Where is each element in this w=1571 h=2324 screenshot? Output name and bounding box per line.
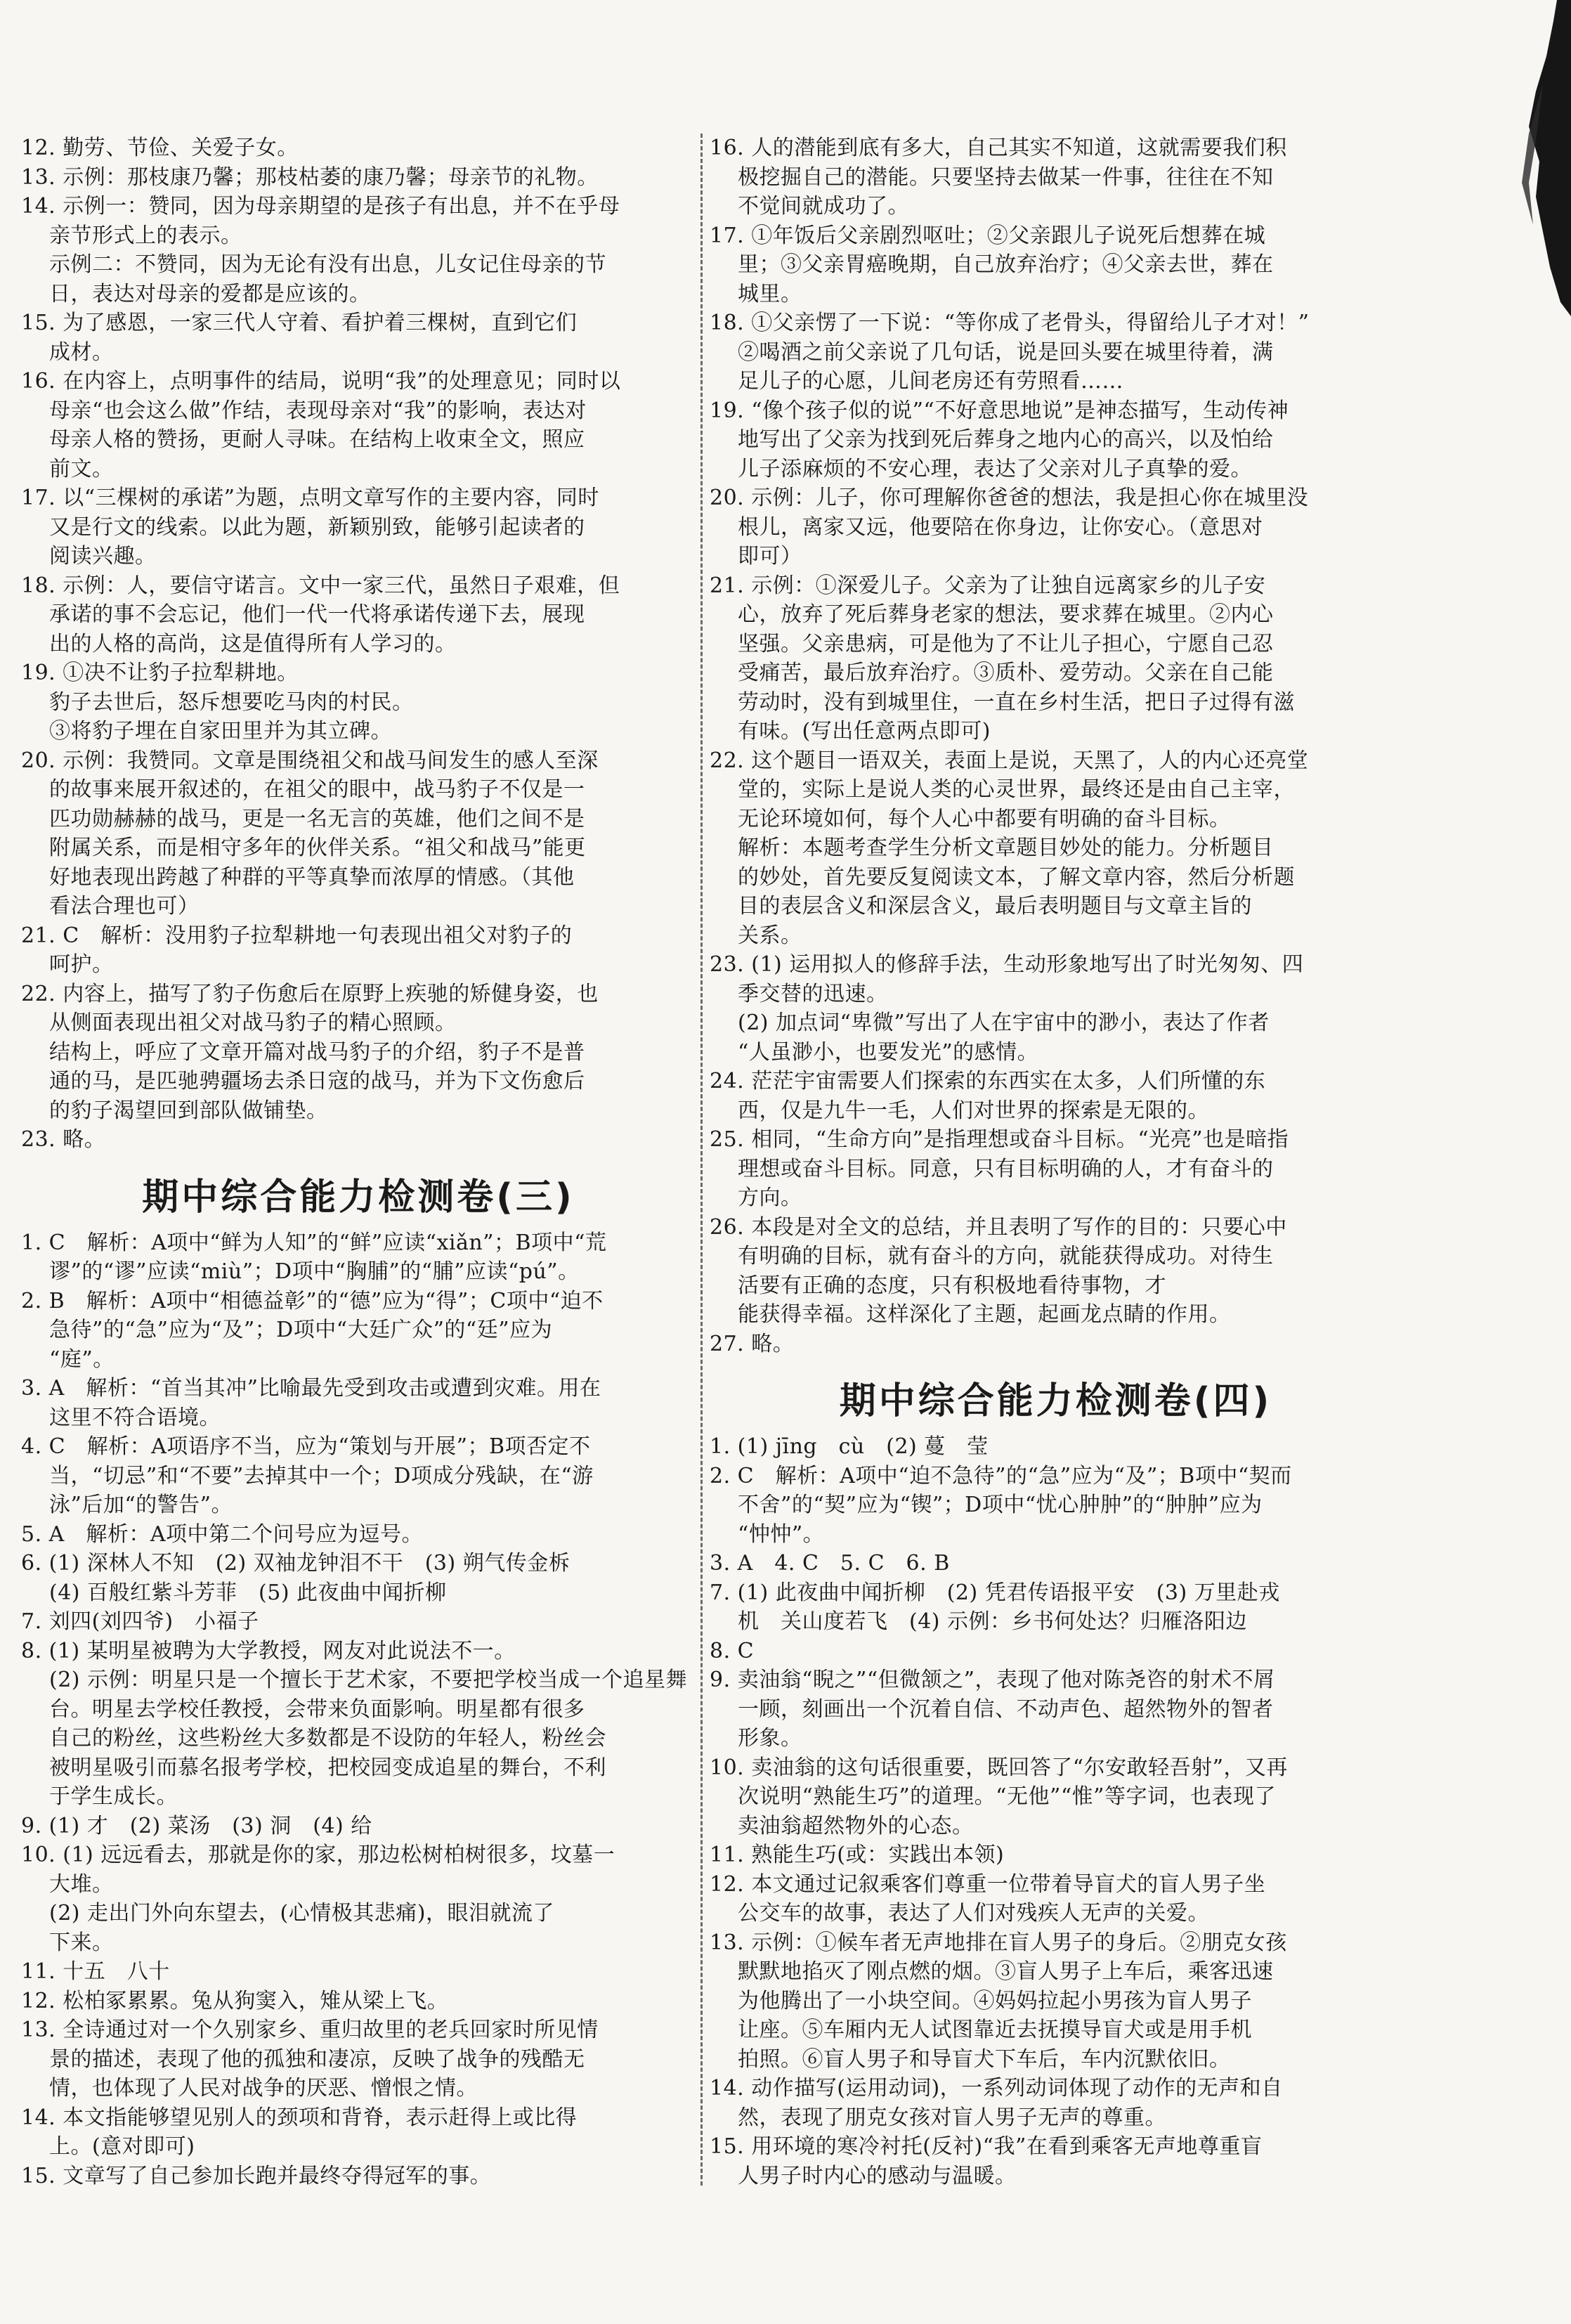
answer-line: 出的人格的高尚，这是值得所有人学习的。 [49, 631, 457, 656]
answer-line: 自己的粉丝，这些粉丝大多数都是不设防的年轻人，粉丝会 [49, 1726, 606, 1751]
answer-line: 23. (1) 运用拟人的修辞手法，生动形象地写出了时光匆匆、四 [710, 952, 1304, 977]
answer-line: 通的马，是匹驰骋疆场去杀日寇的战马，并为下文伤愈后 [49, 1069, 585, 1093]
left-answers-part1 [21, 134, 696, 1155]
answer-line: 心，放弃了死后葬身老家的想法，要求葬在城里。②内心 [738, 602, 1274, 627]
answer-line: 15. 文章写了自己参加长跑并最终夺得冠军的事。 [21, 2163, 492, 2188]
answer-line: 22. 内容上，描写了豹子伤愈后在原野上疾驰的矫健身姿，也 [21, 981, 599, 1006]
answer-line: 11. 熟能生巧(或：实践出本领) [710, 1843, 1005, 1867]
answer-line: 情，也体现了人民对战争的厌恶、憎恨之情。 [49, 2076, 478, 2101]
answer-item [710, 746, 1402, 951]
answer-line: 1. C 解析：A项中“鲜为人知”的“鲜”应读“xiǎn”；B项中“荒 [21, 1230, 607, 1255]
answer-line: 17. 以“三棵树的承诺”为题，点明文章写作的主要内容，同时 [21, 486, 599, 510]
answer-line: 为他腾出了一小块空间。④妈妈拉起小男孩为盲人男子 [738, 1988, 1252, 2013]
answer-line: 20. 示例：儿子，你可理解你爸爸的想法，我是担心你在城里没 [710, 486, 1309, 510]
section-heading-exam-4: 期中综合能力检测卷(四) [839, 1380, 1272, 1422]
answer-line: 谬”的“谬”应读“miù”；D项中“胸脯”的“脯”应读“pú”。 [49, 1259, 580, 1284]
answer-item [21, 1125, 696, 1155]
answer-line: 一顾，刻画出一个沉着自信、不动声色、超然物外的智者 [738, 1696, 1274, 1722]
answer-item [21, 1432, 696, 1520]
answer-line: 里；③父亲胃癌晚期，自己放弃治疗；④父亲去世，葬在 [738, 252, 1274, 277]
answer-item [21, 2103, 696, 2162]
answer-line: 19. ①决不让豹子拉犁耕地。 [21, 661, 299, 685]
answer-line: 前文。 [49, 456, 114, 481]
answer-line: 25. 相同，“生命方向”是指理想或奋斗目标。“光亮”也是暗指 [710, 1127, 1289, 1152]
answer-item [21, 367, 696, 483]
answer-item [21, 134, 696, 163]
answer-item [21, 1520, 696, 1550]
answer-line: 21. 示例：①深爱儿子。父亲为了让独自远离家乡的儿子安 [710, 573, 1266, 598]
answer-line: (4) 百般红紫斗芳菲 (5) 此夜曲中闻折柳 [49, 1580, 447, 1605]
answer-line: 15. 为了感恩，一家三代人守着、看护着三棵树，直到它们 [21, 311, 578, 335]
left-answers-part2 [21, 1228, 696, 2191]
answer-line: 14. 本文指能够望见别人的颈项和背脊，表示赶得上或比得 [21, 2105, 578, 2130]
answer-line: 足儿子的心愿，儿间老房还有劳照看…… [738, 369, 1123, 394]
answer-line: 19. “像个孩子似的说”“不好意思地说”是神态描写，生动传神 [710, 398, 1289, 423]
answer-line: 15. 用环境的寒冷衬托(反衬)“我”在看到乘客无声地尊重盲 [710, 2134, 1263, 2159]
answer-line: 13. 全诗通过对一个久别家乡、重归故里的老兵回家时所见情 [21, 2018, 599, 2042]
answer-item [21, 1841, 696, 1957]
answer-line: 21. C 解析：没用豹子拉犁耕地一句表现出祖父对豹子的 [21, 923, 573, 948]
answer-line: 呵护。 [49, 952, 114, 977]
answer-line: 的故事来展开叙述的，在祖父的眼中，战马豹子不仅是一 [49, 777, 585, 802]
answer-item [21, 1287, 696, 1375]
answer-line: 12. 松柏冢累累。兔从狗窦入，雉从梁上飞。 [21, 1988, 449, 2013]
answer-item [21, 658, 696, 746]
answer-line: 这里不符合语境。 [49, 1405, 221, 1430]
answer-line: 12. 勤劳、节俭、关爱子女。 [21, 136, 299, 160]
answer-line: 有味。(写出任意两点即可) [738, 719, 991, 744]
answer-line: 好地表现出跨越了种群的平等真挚而浓厚的情感。（其他 [49, 864, 575, 890]
answer-line: 景的描述，表现了他的孤独和凄凉，反映了战争的残酷无 [49, 2046, 585, 2072]
answer-item [21, 1987, 696, 2016]
answer-item [710, 483, 1402, 571]
answer-line: 13. 示例：那枝康乃馨；那枝枯萎的康乃馨；母亲节的礼物。 [21, 164, 599, 190]
answer-line: 默默地掐灭了刚点燃的烟。③盲人男子上车后，乘客迅速 [738, 1959, 1274, 1984]
answer-line: 11. 十五 八十 [21, 1959, 170, 1984]
answer-item [710, 1125, 1402, 1213]
answer-item [710, 1067, 1402, 1125]
answer-line: 12. 本文通过记叙乘客们尊重一位带着导盲犬的盲人男子坐 [710, 1871, 1266, 1897]
answer-line: 16. 在内容上，点明事件的结局，说明“我”的处理意见；同时以 [21, 369, 621, 394]
answer-line: 20. 示例：我赞同。文章是围绕祖父和战马间发生的感人至深 [21, 748, 599, 773]
answer-item [710, 1841, 1402, 1870]
scan-edge-shadow [1430, 0, 1571, 316]
answer-item [710, 1870, 1402, 1928]
answer-line: 5. A 解析：A项中第二个问号应为逗号。 [21, 1521, 423, 1547]
answer-line: 14. 示例一：赞同，因为母亲期望的是孩子有出息，并不在乎母 [21, 194, 620, 219]
answer-line: 目的表层含义和深层含义，最后表明题目与文章主旨的 [738, 894, 1252, 918]
right-answers-part2 [710, 1432, 1402, 2190]
answer-line: 18. ①父亲愣了一下说：“等你成了老骨头，得留给儿子才对！” [710, 311, 1310, 335]
answer-line: 季交替的迅速。 [738, 981, 888, 1006]
answer-line: 2. B 解析：A项中“相德益彰”的“德”应为“得”；C项中“迫不 [21, 1288, 604, 1313]
answer-line: 人男子时内心的感动与温暖。 [738, 2163, 1017, 2188]
answer-line: 拍照。⑥盲人男子和导盲犬下车后，车内沉默依旧。 [738, 2046, 1231, 2072]
right-answers-part1 [710, 134, 1402, 1358]
answer-item [21, 1549, 696, 1607]
answer-line: “人虽渺小，也要发光”的感情。 [738, 1039, 1039, 1065]
answer-item [21, 921, 696, 980]
answer-line: 9. 卖油翁“睨之”“但微颔之”，表现了他对陈尧咨的射术不屑 [710, 1668, 1275, 1692]
answer-item [21, 1374, 696, 1432]
column-divider [700, 134, 703, 2186]
section-heading-exam-3: 期中综合能力检测卷(三) [142, 1176, 575, 1219]
answer-item [710, 1666, 1402, 1753]
right-column [710, 134, 1402, 2190]
answer-line: 母亲“也会这么做”作结，表现母亲对“我”的影响，表达对 [49, 398, 587, 423]
answer-line: 的妙处，首先要反复阅读文本，了解文章内容，然后分析题 [738, 864, 1295, 890]
answer-line: 然，表现了朋克女孩对盲人男子无声的尊重。 [738, 2105, 1166, 2130]
answer-line: 公交车的故事，表达了人们对残疾人无声的关爱。 [738, 1901, 1209, 1926]
answer-line: (2) 走出门外向东望去，(心情极其悲痛)，眼泪就流了 [49, 1901, 554, 1926]
answer-line: 让座。⑤车厢内无人试图靠近去抚摸导盲犬或是用手机 [738, 2018, 1252, 2042]
answer-line: 有明确的目标，就有奋斗的方向，就能获得成功。对待生 [738, 1244, 1274, 1268]
answer-line: “忡忡”。 [738, 1521, 825, 1547]
answer-line: 堂的，实际上是说人类的心灵世界，最终还是由自己主宰， [738, 777, 1295, 802]
answer-item [710, 1549, 1402, 1578]
answer-item [710, 2132, 1402, 2190]
answer-item [710, 1330, 1402, 1359]
answer-line: 附属关系，而是相守多年的伙伴关系。“祖父和战马”能更 [49, 836, 586, 860]
answer-line: 急待”的“急”应为“及”；D项中“大廷广众”的“廷”应为 [49, 1318, 553, 1342]
answer-line: 形象。 [738, 1726, 802, 1751]
answer-item [710, 2074, 1402, 2132]
answer-line: 豹子去世后，怒斥想要吃马肉的村民。 [49, 689, 414, 715]
answer-item [21, 2015, 696, 2103]
answer-line: 卖油翁超然物外的心态。 [738, 1813, 974, 1838]
answer-line: 不舍”的“契”应为“锲”；D项中“忧心肿肿”的“肿肿”应为 [738, 1493, 1263, 1517]
answer-line: 理想或奋斗目标。同意，只有目标明确的人，才有奋斗的 [738, 1156, 1274, 1181]
answer-line: 4. C 解析：A项语序不当，应为“策划与开展”；B项否定不 [21, 1434, 591, 1459]
answer-item [21, 483, 696, 571]
answer-line: 7. 刘四(刘四爷) 小福子 [21, 1609, 259, 1634]
answer-line: 能获得幸福。这样深化了主题，起画龙点睛的作用。 [738, 1302, 1231, 1327]
answer-item [21, 309, 696, 367]
answer-line: 3. A 4. C 5. C 6. B [710, 1551, 950, 1576]
answer-line: 不觉间就成功了。 [738, 194, 909, 219]
answer-line: 23. 略。 [21, 1127, 106, 1152]
answer-line: 3. A 解析：“首当其冲”比喻最先受到攻击或遭到灾难。用在 [21, 1376, 601, 1401]
answer-line: 18. 示例：人，要信守诺言。文中一家三代，虽然日子艰难，但 [21, 573, 620, 598]
answer-line: 又是行文的线索。以此为题，新颖别致，能够引起读者的 [49, 514, 585, 540]
left-column [21, 134, 696, 2190]
answer-line: 关系。 [738, 923, 802, 948]
answer-line: 示例二：不赞同，因为无论有没有出息，儿女记住母亲的节 [49, 252, 606, 277]
answer-item [21, 746, 696, 921]
answer-item [21, 1812, 696, 1841]
answer-line: 上。(意对即可) [49, 2134, 195, 2159]
answer-line: 9. (1) 才 (2) 菜汤 (3) 洞 (4) 给 [21, 1813, 372, 1838]
answer-line: (2) 加点词“卑微”写出了人在宇宙中的渺小，表达了作者 [738, 1011, 1270, 1035]
answer-line: 即可） [738, 544, 802, 569]
answer-line: 极挖掘自己的潜能。只要坚持去做某一件事，往往在不知 [738, 164, 1274, 190]
answer-line: 方向。 [738, 1186, 802, 1210]
answer-line: 日，表达对母亲的爱都是应该的。 [49, 281, 371, 306]
answer-item [21, 163, 696, 193]
answer-line: ③将豹子埋在自家田里并为其立碑。 [49, 719, 392, 744]
answer-line: 6. (1) 深林人不知 (2) 双袖龙钟泪不干 (3) 朔气传金柝 [21, 1551, 571, 1576]
answer-line: 地写出了父亲为找到死后葬身之地内心的高兴，以及怕给 [738, 427, 1274, 452]
answer-item [710, 221, 1402, 309]
answer-line: 14. 动作描写(运用动词)，一系列动词体现了动作的无声和自 [710, 2076, 1283, 2101]
answer-item [21, 1637, 696, 1812]
answer-line: (2) 示例：明星只是一个擅长于艺术家，不要把学校当成一个追星舞 [49, 1668, 688, 1692]
answer-item [710, 396, 1402, 484]
answer-line: 阅读兴趣。 [49, 544, 157, 569]
answer-line: 1. (1) jīng cù (2) 蔓 莹 [710, 1434, 989, 1459]
answer-line: 当，“切忌”和“不要”去掉其中一个；D项成分残缺，在“游 [49, 1463, 594, 1488]
answer-line: 10. (1) 远远看去，那就是你的家，那边松树柏树很多，坟墓一 [21, 1843, 615, 1867]
answer-item [710, 134, 1402, 221]
answer-line: 受痛苦，最后放弃治疗。③质朴、爱劳动。父亲在自己能 [738, 661, 1274, 685]
answer-item [21, 1957, 696, 1987]
answer-item [21, 2162, 696, 2191]
answer-line: 8. C [710, 1638, 755, 1663]
answer-item [21, 192, 696, 309]
answer-item [710, 1578, 1402, 1637]
answer-line: 承诺的事不会忘记，他们一代一代将承诺传递下去，展现 [49, 602, 585, 627]
answer-line: 机 关山度若飞 (4) 示例：乡书何处达？归雁洛阳边 [738, 1609, 1248, 1634]
answer-line: 泳”后加“的警告”。 [49, 1493, 233, 1517]
answer-line: 儿子添麻烦的不安心理，表达了父亲对儿子真挚的爱。 [738, 456, 1252, 481]
answer-item [710, 1928, 1402, 2075]
answer-line: 大堆。 [49, 1871, 114, 1897]
answer-line: 看法合理也可） [49, 894, 200, 918]
answer-line: 被明星吸引而慕名报考学校，把校园变成追星的舞台，不利 [49, 1755, 606, 1780]
answer-line: 8. (1) 某明星被聘为大学教授，网友对此说法不一。 [21, 1638, 516, 1663]
answer-line: 从侧面表现出祖父对战马豹子的精心照顾。 [49, 1011, 457, 1035]
answer-line: 10. 卖油翁的这句话很重要，既回答了“尔安敢轻吾射”，又再 [710, 1755, 1288, 1780]
answer-line: 于学生成长。 [49, 1784, 178, 1809]
answer-item [21, 1228, 696, 1287]
answer-item [710, 1462, 1402, 1550]
answer-line: 26. 本段是对全文的总结，并且表明了写作的目的：只要心中 [710, 1214, 1287, 1240]
answer-line: 匹功勋赫赫的战马，更是一名无言的英雄，他们之间不是 [49, 806, 585, 831]
answer-item [710, 950, 1402, 1067]
answer-line: 无论环境如何，每个人心中都要有明确的奋斗目标。 [738, 806, 1231, 831]
answer-line: 13. 示例：①候车者无声地排在盲人男子的身后。②朋克女孩 [710, 1930, 1287, 1955]
answer-item [21, 980, 696, 1126]
answer-line: 次说明“熟能生巧”的道理。“无他”“惟”等字词，也表现了 [738, 1784, 1277, 1809]
answer-line: 母亲人格的赞扬，更耐人寻味。在结构上收束全文，照应 [49, 427, 585, 452]
answer-item [21, 571, 696, 659]
answer-item [710, 571, 1402, 746]
answer-line: 劳动时，没有到城里住，一直在乡村生活，把日子过得有滋 [738, 689, 1295, 715]
answer-line: 下来。 [49, 1930, 114, 1955]
answer-line: 结构上，呼应了文章开篇对战马豹子的介绍，豹子不是普 [49, 1039, 585, 1065]
answer-line: 2. C 解析：A项中“迫不急待”的“急”应为“及”；B项中“契而 [710, 1463, 1292, 1488]
answer-line: 17. ①年饭后父亲剧烈呕吐；②父亲跟儿子说死后想葬在城 [710, 223, 1266, 248]
answer-item [710, 1213, 1402, 1330]
answer-line: 坚强。父亲患病，可是他为了不让儿子担心，宁愿自己忍 [738, 631, 1274, 656]
answer-line: 16. 人的潜能到底有多大，自己其实不知道，这就需要我们积 [710, 136, 1287, 160]
answer-line: “庭”。 [49, 1346, 115, 1372]
answer-line: 22. 这个题目一语双关，表面上是说，天黑了，人的内心还亮堂 [710, 748, 1309, 773]
answer-line: 西，仅是九牛一毛，人们对世界的探索是无限的。 [738, 1098, 1209, 1123]
answer-line: 24. 茫茫宇宙需要人们探索的东西实在太多，人们所懂的东 [710, 1069, 1266, 1093]
answer-line: 亲节形式上的表示。 [49, 223, 242, 248]
answer-item [710, 1637, 1402, 1666]
answer-line: 根儿，离家又远，他要陪在你身边，让你安心。（意思对 [738, 514, 1263, 540]
answer-item [710, 1753, 1402, 1841]
answer-line: 27. 略。 [710, 1331, 795, 1356]
answer-line: 成材。 [49, 339, 114, 365]
answer-item [710, 309, 1402, 396]
answer-line: 解析：本题考查学生分析文章题目妙处的能力。分析题目 [738, 836, 1274, 860]
answer-line: 台。明星去学校任教授，会带来负面影响。明星都有很多 [49, 1696, 585, 1722]
answer-line: 7. (1) 此夜曲中闻折柳 (2) 凭君传语报平安 (3) 万里赴戎 [710, 1580, 1280, 1605]
answer-line: 的豹子渴望回到部队做铺垫。 [49, 1098, 328, 1123]
answer-line: 活要有正确的态度，只有积极地看待事物，才 [738, 1273, 1166, 1298]
answer-item [21, 1607, 696, 1637]
answer-line: 城里。 [738, 281, 802, 306]
answer-item [710, 1432, 1402, 1462]
answer-line: ②喝酒之前父亲说了几句话，说是回头要在城里待着，满 [738, 339, 1274, 365]
